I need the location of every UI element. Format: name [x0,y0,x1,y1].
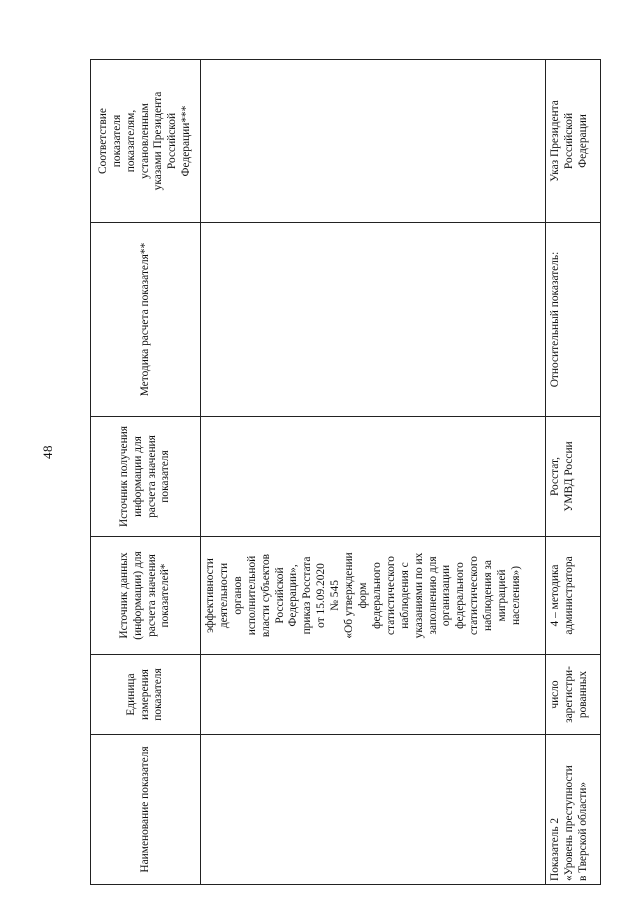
cell-source-continuation [201,537,546,655]
text-line: указами Президента [152,91,165,191]
text-line: рованных [576,670,589,719]
cell-match [546,60,601,223]
text-line: число [549,680,561,709]
text-line: Указ Президента [549,100,561,182]
cell-method: Относительный показатель: [546,223,601,417]
cell-empty [201,655,546,735]
text-line: власти субъектов [259,553,272,638]
cell-info-source [546,417,601,537]
text-line: Российской [562,112,575,170]
text-line: УМВД России [562,441,575,512]
text-line: зарегистри- [562,666,575,723]
text-line: администратора [562,556,575,635]
text-line: Российской [166,112,179,170]
text-line: эффективности [204,558,216,633]
page-number: 48 [40,445,55,459]
text-line: наблюдения за [482,560,495,631]
text-line: органов [231,576,244,615]
header-method: Методика расчета показателя** [91,223,201,417]
table-header-row [91,60,201,885]
text-line: наблюдения с [398,562,411,629]
text-line: от 15.09.2020 [315,563,328,628]
text-line: приказ Росстата [301,556,314,635]
table-row [546,60,601,885]
cell-source [546,537,601,655]
text-line: организации [440,564,453,627]
text-line: Федерации [576,114,589,168]
text-line: исполнительной [245,555,258,636]
text-line: деятельности [217,562,230,629]
header-unit: Единица измерения показателя [91,655,201,735]
text-line: «Уровень преступности [562,765,575,881]
text-line: указаниями по их [412,552,425,639]
text-line: федерального [454,562,467,629]
text-line: Соответствие [96,108,109,174]
text-line: статистического [468,556,481,635]
header-info-source: Источник получения информации для расчета значения показателя [91,417,201,537]
table-row [201,60,546,885]
text-line: Федерации», [287,564,300,627]
text-line: Федерации*** [180,105,193,177]
text-line: Росстат, [549,457,561,496]
text-line: «Об утверждении [343,552,356,639]
header-source: Источник данных (информации) для расчета значения показателей* [91,537,201,655]
text-line: показателя [110,114,123,168]
cell-indicator-name [546,735,601,885]
cell-empty [201,223,546,417]
text-line: 4 – методика [549,564,561,627]
rotated-table-container [90,60,600,885]
text-line: установленным [138,103,151,179]
text-line: в Тверской области» [576,781,589,881]
cell-empty [201,60,546,223]
text-line: № 545 [329,580,342,611]
cell-empty [201,417,546,537]
text-line: статистического [384,556,397,635]
text-line: показателям, [124,109,137,173]
text-line: миграцией [496,569,509,622]
indicator-table [90,59,601,885]
text-line: населения») [509,565,522,626]
text-line: заполнению для [426,556,439,635]
header-name: Наименование показателя [91,735,201,885]
text-line: Показатель 2 [549,817,561,881]
header-match [91,60,201,223]
text-line: Российской [273,567,286,624]
text-line: федерального [370,562,383,629]
cell-unit [546,655,601,735]
text-line: форм [356,582,369,609]
cell-empty [201,735,546,885]
